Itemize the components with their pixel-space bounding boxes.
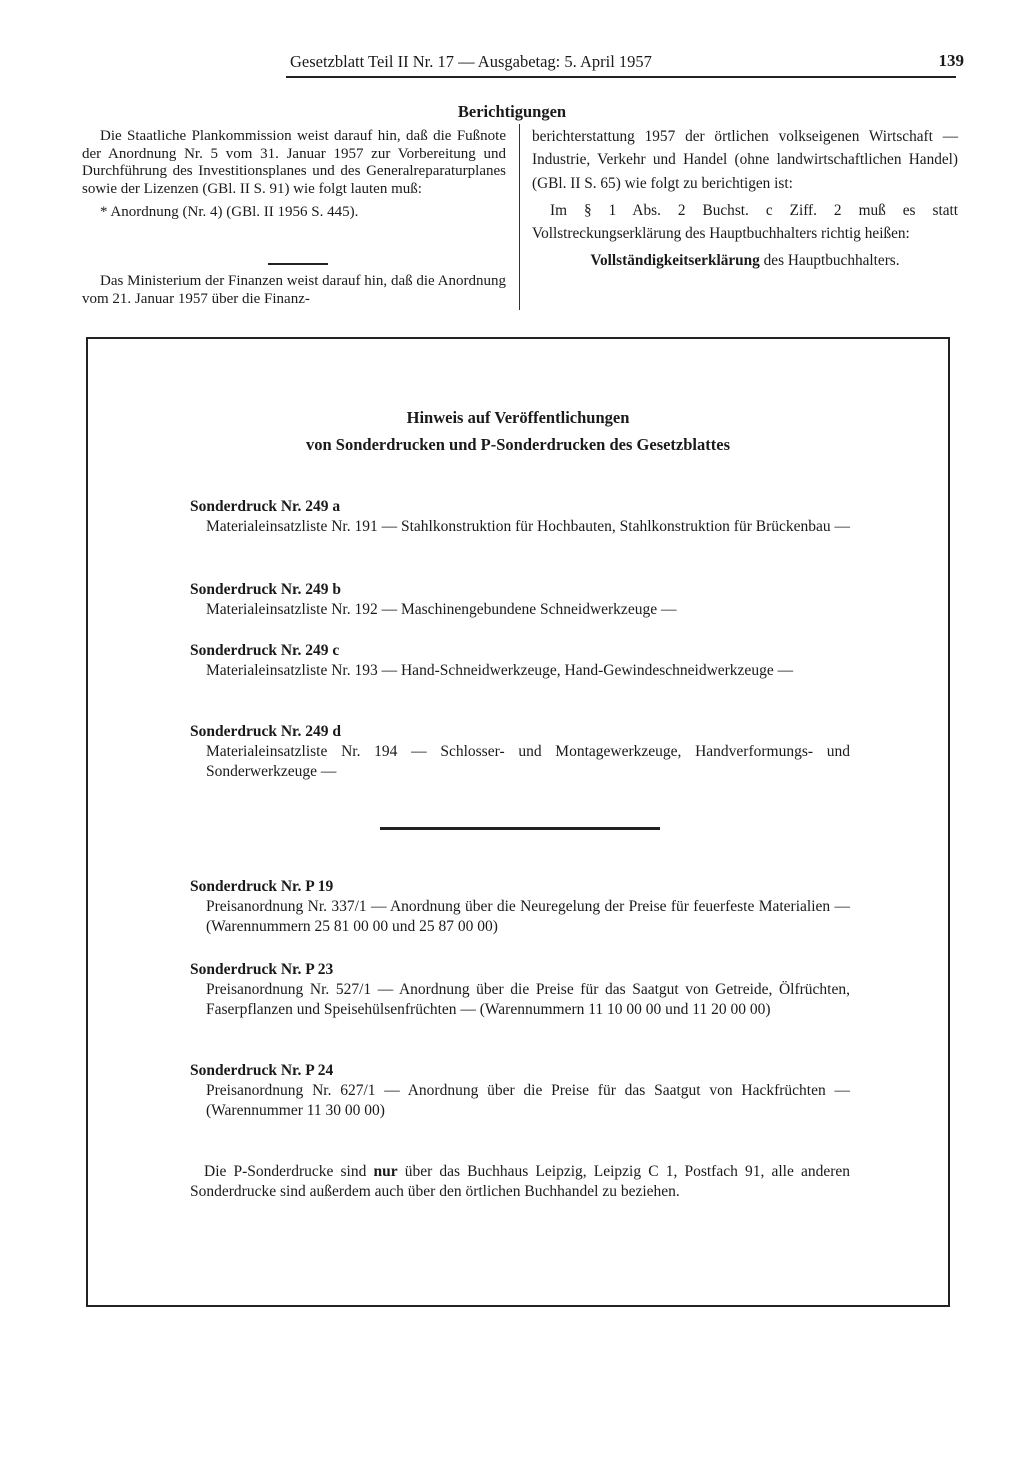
notice-title-line-2: von Sonderdrucken und P-Sonderdrucken des Gesetzblattes — [306, 435, 730, 454]
paragraph-separator — [268, 263, 328, 265]
sonderdruck-number: Sonderdruck Nr. 249 c — [190, 642, 340, 659]
notice-title — [86, 404, 950, 458]
page-number: 139 — [938, 51, 964, 70]
correction-footnote: * Anordnung (Nr. 4) (GBl. II 1956 S. 445). — [100, 204, 359, 220]
p-sonderdruck-description: Preisanordnung Nr. 337/1 — Anordnung über die Neuregelung der Preise für feuerfeste Materialien — (Warennummern 25 81 00 00 und 25 87 00 00) — [206, 898, 850, 935]
header-title: Gesetzblatt Teil II Nr. 17 — Ausgabetag: 5. April 1957 — [290, 52, 652, 71]
sonderdruck-number: Sonderdruck Nr. 249 a — [190, 498, 341, 515]
p-sonderdruck-description: Preisanordnung Nr. 527/1 — Anordnung über die Preise für das Saatgut von Getreide, Ölfrüchten, Faserpflanzen und Speisehülsenfrüchten — (Warennummern 11 10 00 00 und 11 20 00 00) — [206, 981, 850, 1018]
sonderdruck-number: Sonderdruck Nr. 249 d — [190, 723, 342, 740]
corrections-left-column-lower — [82, 273, 506, 308]
correction-result-term: Vollständigkeitserklärung — [590, 252, 760, 270]
correction-result-rest: des Hauptbuchhalters. — [759, 252, 900, 270]
p-sonderdruck-entry — [190, 1061, 850, 1121]
sonderdruck-description: Materialeinsatzliste Nr. 194 — Schlosser- und Montagewerkzeuge, Handverformungs- und Sonderwerkzeuge — — [206, 743, 850, 780]
corrections-right-column — [532, 125, 958, 273]
p-sonderdruck-entry — [190, 877, 850, 937]
column-divider — [519, 124, 520, 310]
correction-instruction-text: Im § 1 Abs. 2 Buchst. c Ziff. 2 muß es statt Vollstreckungserklärung des Hauptbuchhalters richtig heißen: — [532, 201, 958, 243]
corrections-left-column — [82, 128, 506, 222]
corrections-heading: Berichtigungen — [457, 102, 567, 121]
p-sonderdruck-entry — [190, 960, 850, 1020]
p-sonderdruck-description: Preisanordnung Nr. 627/1 — Anordnung über die Preise für das Saatgut von Hackfrüchten — (Warennummer 11 30 00 00) — [206, 1082, 850, 1119]
distribution-note-end: über das Buchhaus Leipzig, Leipzig C 1, Postfach 91, alle anderen Sonderdrucke sind außerdem auch über den örtlichen Buchhandel zu beziehen. — [190, 1163, 850, 1200]
correction-continuation-text: berichterstattung 1957 der örtlichen volkseigenen Wirtschaft — Industrie, Verkehr und Handel (ohne landwirtschaftlichen Handel) (GBl. II S. 65) wie folgt zu berichtigen ist: — [532, 128, 958, 192]
sonderdruck-entry — [190, 497, 850, 537]
distribution-note — [190, 1162, 850, 1202]
header-rule — [286, 76, 956, 78]
sonderdruck-entry — [190, 641, 850, 681]
correction-result — [532, 249, 958, 272]
sonderdruck-entry — [190, 580, 850, 620]
notice-separator — [380, 827, 660, 830]
sonderdruck-description: Materialeinsatzliste Nr. 193 — Hand-Schneidwerkzeuge, Hand-Gewindeschneidwerkzeuge — — [206, 662, 794, 679]
sonderdruck-number: Sonderdruck Nr. 249 b — [190, 581, 342, 598]
distribution-note-start: Die P-Sonderdrucke sind — [204, 1163, 374, 1180]
correction-finanzministerium-text: Das Ministerium der Finanzen weist darauf hin, daß die Anordnung vom 21. Januar 1957 über die Finanz- — [82, 273, 506, 307]
distribution-note-emphasis: nur — [373, 1163, 398, 1180]
p-sonderdruck-number: Sonderdruck Nr. P 19 — [190, 878, 334, 895]
sonderdruck-entry — [190, 722, 850, 782]
p-sonderdruck-number: Sonderdruck Nr. P 23 — [190, 961, 334, 978]
sonderdruck-description: Materialeinsatzliste Nr. 191 — Stahlkonstruktion für Hochbauten, Stahlkonstruktion für Brückenbau — — [206, 518, 850, 535]
notice-title-line-1: Hinweis auf Veröffentlichungen — [406, 408, 630, 427]
p-sonderdruck-number: Sonderdruck Nr. P 24 — [190, 1062, 334, 1079]
correction-plankommission-text: Die Staatliche Plankommission weist darauf hin, daß die Fußnote der Anordnung Nr. 5 vom 31. Januar 1957 zur Vorbereitung und Durchführung des Investitionsplanes und des Generalreparaturplanes sowie der Lizenzen (GBl. II S. 91) wie folgt lauten muß: — [82, 128, 506, 197]
sonderdruck-description: Materialeinsatzliste Nr. 192 — Maschinengebundene Schneidwerkzeuge — — [206, 601, 677, 618]
